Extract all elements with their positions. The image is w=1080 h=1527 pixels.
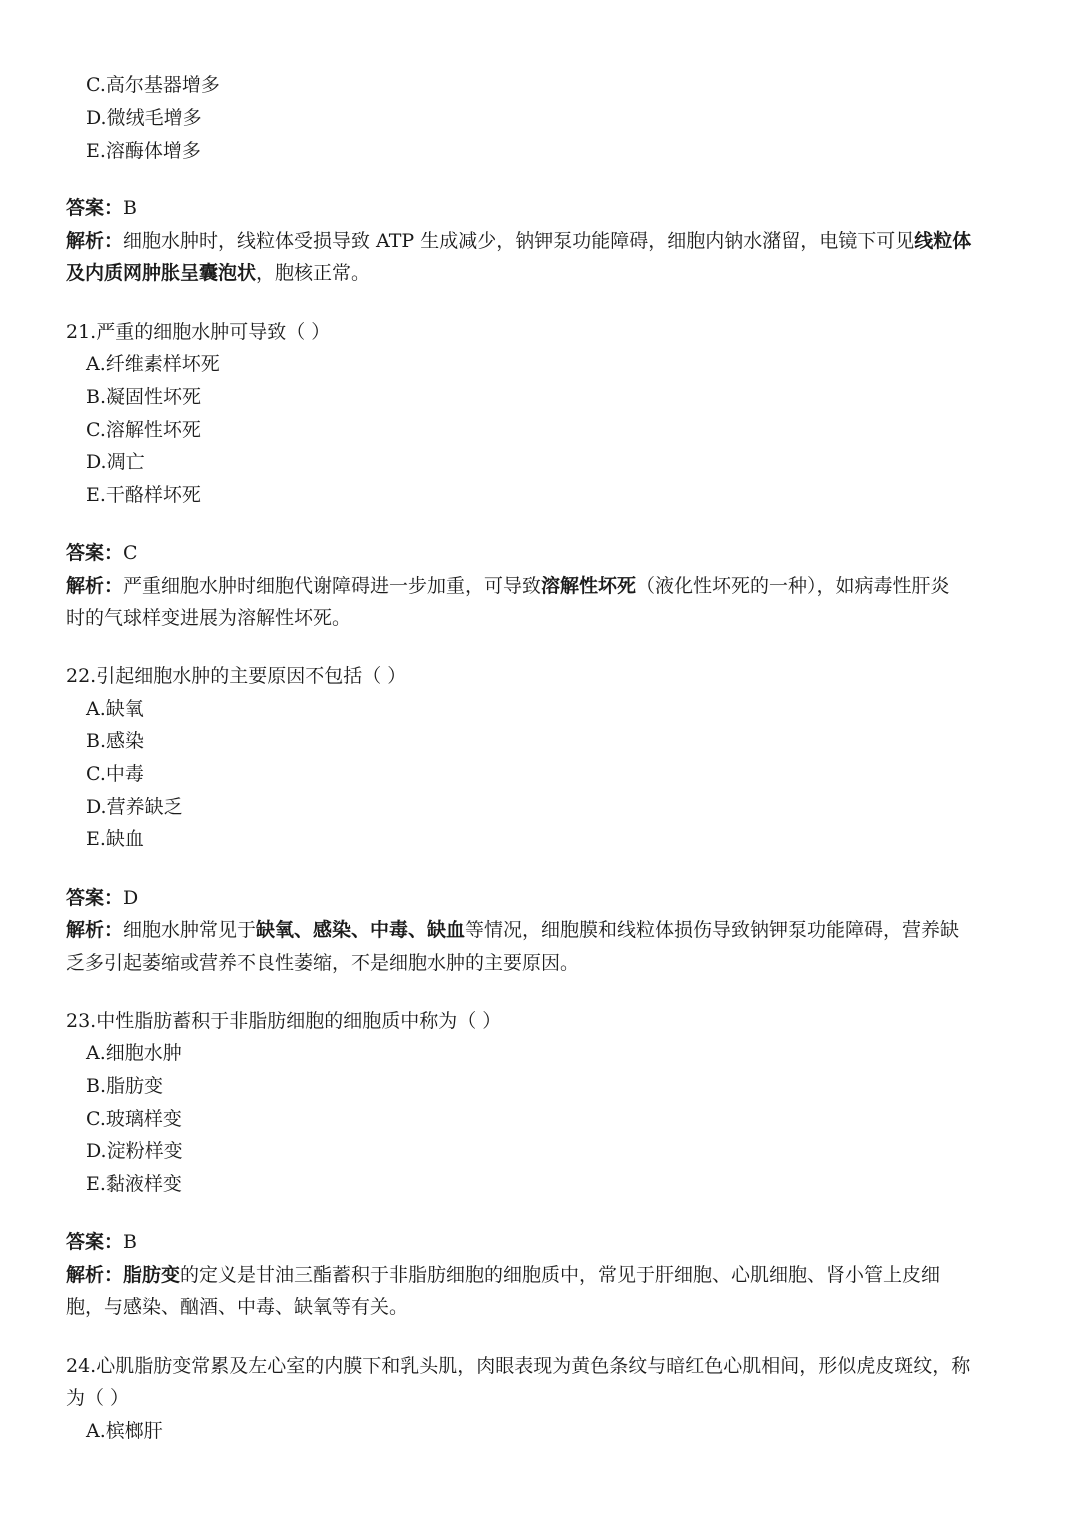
option-c: C.高尔基器增多 xyxy=(86,74,220,96)
explanation-text: ，胞核正常。 xyxy=(256,262,371,284)
answer-label: 答案： xyxy=(66,1231,124,1253)
option-e: E.干酪样坏死 xyxy=(86,484,201,506)
question-24-continued: 为（ ） xyxy=(66,1387,130,1409)
question-24: 24.心肌脂肪变常累及左心室的内膜下和乳头肌，肉眼表现为黄色条纹与暗红色心肌相间，形似虎皮斑纹，称 xyxy=(66,1355,971,1377)
option-b: B.感染 xyxy=(86,730,145,752)
option-d: D.淀粉样变 xyxy=(86,1140,183,1162)
question-23: 23.中性脂肪蓄积于非脂肪细胞的细胞质中称为（ ） xyxy=(66,1010,502,1032)
answer-line xyxy=(66,886,138,910)
option-d: D.营养缺乏 xyxy=(86,796,183,818)
option-a: A.槟榔肝 xyxy=(86,1420,163,1442)
explanation-text: 细胞水肿时，线粒体受损导致 ATP 生成减少，钠钾泵功能障碍，细胞内钠水潴留，电镜下可见 xyxy=(123,230,915,252)
explanation-label: 解析： xyxy=(66,1264,124,1286)
answer-value: B xyxy=(123,197,137,219)
explanation-line xyxy=(66,918,959,942)
question-22: 22.引起细胞水肿的主要原因不包括（ ） xyxy=(66,665,407,687)
explanation-line: 乏多引起萎缩或营养不良性萎缩，不是细胞水肿的主要原因。 xyxy=(66,952,580,974)
answer-label: 答案： xyxy=(66,887,124,909)
option-a: A.纤维素样坏死 xyxy=(86,353,220,375)
explanation-label: 解析： xyxy=(66,230,124,252)
explanation-line xyxy=(66,1263,940,1287)
explanation-text: 严重细胞水肿时细胞代谢障碍进一步加重，可导致 xyxy=(123,575,542,597)
answer-line xyxy=(66,196,137,220)
option-c: C.中毒 xyxy=(86,763,144,785)
answer-label: 答案： xyxy=(66,197,124,219)
explanation-line xyxy=(66,261,370,285)
option-d: D.凋亡 xyxy=(86,451,145,473)
option-e: E.黏液样变 xyxy=(86,1173,182,1195)
option-b: B.脂肪变 xyxy=(86,1075,164,1097)
option-e: E.溶酶体增多 xyxy=(86,140,201,162)
option-a: A.缺氧 xyxy=(86,698,144,720)
explanation-highlight: 缺氧、感染、中毒、缺血 xyxy=(256,919,466,941)
explanation-label: 解析： xyxy=(66,575,124,597)
option-e: E.缺血 xyxy=(86,828,144,850)
answer-value: D xyxy=(123,887,139,909)
explanation-text: 等情况，细胞膜和线粒体损伤导致钠钾泵功能障碍，营养缺 xyxy=(465,919,960,941)
explanation-text: （液化性坏死的一种），如病毒性肝炎 xyxy=(636,575,950,597)
explanation-label: 解析： xyxy=(66,919,124,941)
answer-value: B xyxy=(123,1231,137,1253)
option-d: D.微绒毛增多 xyxy=(86,107,202,129)
option-b: B.凝固性坏死 xyxy=(86,386,202,408)
explanation-line xyxy=(66,229,971,253)
explanation-line: 时的气球样变进展为溶解性坏死。 xyxy=(66,607,352,629)
explanation-line xyxy=(66,574,950,598)
question-21: 21.严重的细胞水肿可导致（ ） xyxy=(66,321,331,343)
explanation-highlight: 线粒体 xyxy=(914,230,972,252)
explanation-highlight: 溶解性坏死 xyxy=(541,575,637,597)
explanation-line: 胞，与感染、酗酒、中毒、缺氧等有关。 xyxy=(66,1296,409,1318)
answer-value: C xyxy=(123,542,138,564)
explanation-text: 细胞水肿常见于 xyxy=(123,919,257,941)
answer-label: 答案： xyxy=(66,542,124,564)
option-c: C.玻璃样变 xyxy=(86,1108,182,1130)
explanation-highlight: 脂肪变 xyxy=(123,1264,181,1286)
answer-line xyxy=(66,541,138,565)
option-a: A.细胞水肿 xyxy=(86,1042,182,1064)
option-c: C.溶解性坏死 xyxy=(86,419,201,441)
explanation-text: 的定义是甘油三酯蓄积于非脂肪细胞的细胞质中，常见于肝细胞、心肌细胞、肾小管上皮细 xyxy=(180,1264,941,1286)
answer-line xyxy=(66,1230,137,1254)
explanation-highlight: 及内质网肿胀呈囊泡状 xyxy=(66,262,257,284)
